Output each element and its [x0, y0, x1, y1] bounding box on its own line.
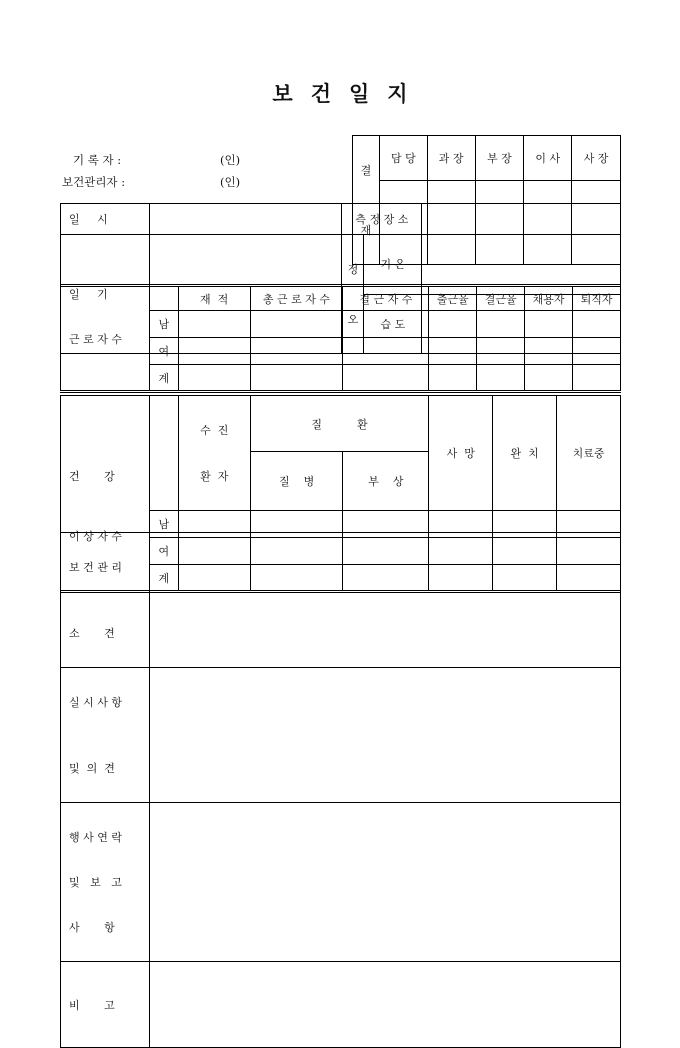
- datetime-label: 일 시: [61, 204, 150, 235]
- place-label: 측 정 장 소: [342, 204, 422, 235]
- health-col-header: 사 망: [429, 396, 493, 511]
- table-cell[interactable]: [429, 365, 477, 392]
- approval-side-2: 재: [360, 224, 372, 237]
- recorder-seal: (인): [220, 153, 241, 167]
- workers-row-label: 계: [149, 365, 178, 392]
- event-label-3: 사 항: [69, 921, 115, 934]
- workers-col-header: 재 적: [178, 286, 250, 311]
- workers-table: [60, 284, 621, 393]
- approval-col-header: 사 장: [572, 136, 621, 181]
- table-cell[interactable]: [477, 311, 525, 338]
- notes-table: [60, 532, 621, 1048]
- workers-row-label: 여: [149, 338, 178, 365]
- health-label-2: 이 상 자 수: [69, 530, 122, 543]
- remarks-field[interactable]: [149, 962, 620, 1048]
- table-cell[interactable]: [343, 365, 429, 392]
- visit-patients-header: [178, 396, 250, 511]
- table-cell[interactable]: [250, 311, 343, 338]
- opinion-label: [61, 533, 150, 668]
- approval-col-header: 담 당: [379, 136, 427, 181]
- action-label: [61, 668, 150, 803]
- table-cell[interactable]: [429, 311, 477, 338]
- remarks-label: 비 고: [61, 962, 150, 1048]
- table-cell[interactable]: [573, 365, 621, 392]
- manager-label: 보건관리자 :: [62, 175, 126, 189]
- opinion-label-1: 보 건 관 리: [69, 561, 122, 574]
- approval-col-header: 부 장: [475, 136, 524, 181]
- weather-label: 일 기: [61, 235, 150, 354]
- table-cell[interactable]: [429, 338, 477, 365]
- disease-group-header: 질 환: [250, 396, 429, 452]
- disease-sub-header: 질 병: [250, 452, 343, 511]
- health-row-label: 여: [149, 538, 178, 565]
- table-cell[interactable]: [250, 365, 343, 392]
- event-label: [61, 803, 150, 962]
- table-cell[interactable]: [343, 311, 429, 338]
- workers-col-header: 총 근 로 자 수: [250, 286, 343, 311]
- health-row-label: 계: [149, 565, 178, 592]
- table-cell[interactable]: [525, 365, 573, 392]
- title-char: 건: [310, 81, 331, 106]
- workers-col-header: 결 근 자 수: [343, 286, 429, 311]
- health-label-1: 건 강: [69, 470, 115, 483]
- manager-seal: (인): [220, 175, 241, 189]
- table-cell[interactable]: [573, 311, 621, 338]
- health-corner: [149, 396, 178, 511]
- approval-col-header: 과 장: [427, 136, 475, 181]
- health-col-header: 치료중: [557, 396, 621, 511]
- action-label-2: 및 의 견: [69, 762, 115, 775]
- recorder-label: 기 록 자 :: [73, 153, 122, 167]
- action-field[interactable]: [149, 668, 620, 803]
- opinion-label-2: 소 견: [69, 627, 115, 640]
- title-char: 보: [272, 81, 293, 106]
- approval-col-header: 이 사: [524, 136, 572, 181]
- place-field[interactable]: [422, 204, 621, 235]
- temp-label: 기 온: [364, 235, 422, 295]
- table-cell[interactable]: [178, 338, 250, 365]
- workers-row-label: 남: [149, 311, 178, 338]
- page-title: [0, 78, 680, 108]
- table-cell[interactable]: [343, 338, 429, 365]
- workers-col-header: 결근율: [477, 286, 525, 311]
- title-char: 지: [387, 81, 408, 106]
- event-label-1: 행 사 연 락: [69, 831, 122, 844]
- table-cell[interactable]: [573, 338, 621, 365]
- measure-side-2: 오: [347, 313, 359, 326]
- visit-label-2: 환 자: [200, 470, 229, 483]
- measure-side-1: 정: [347, 263, 359, 276]
- table-cell[interactable]: [525, 311, 573, 338]
- event-field[interactable]: [149, 803, 620, 962]
- health-row-label: 남: [149, 511, 178, 538]
- table-cell[interactable]: [178, 311, 250, 338]
- table-cell[interactable]: [477, 365, 525, 392]
- humidity-label: 습 도: [364, 294, 422, 354]
- health-col-header: 완 치: [493, 396, 557, 511]
- workers-col-header: 출근율: [429, 286, 477, 311]
- disease-sub-header: 부 상: [343, 452, 429, 511]
- visit-label-1: 수 진: [200, 424, 229, 437]
- workers-col-header: 퇴직자: [573, 286, 621, 311]
- datetime-field[interactable]: [149, 204, 342, 235]
- approval-side-1: 결: [360, 164, 372, 177]
- table-cell[interactable]: [250, 338, 343, 365]
- workers-section-label: 근 로 자 수: [61, 286, 150, 392]
- workers-col-header: 채용자: [525, 286, 573, 311]
- table-cell[interactable]: [178, 365, 250, 392]
- table-cell[interactable]: [477, 338, 525, 365]
- action-label-1: 실 시 사 항: [69, 696, 122, 709]
- event-label-2: 및 보 고: [69, 876, 122, 889]
- title-char: 일: [349, 81, 370, 106]
- table-cell[interactable]: [525, 338, 573, 365]
- opinion-field[interactable]: [149, 533, 620, 668]
- workers-corner: [149, 286, 178, 311]
